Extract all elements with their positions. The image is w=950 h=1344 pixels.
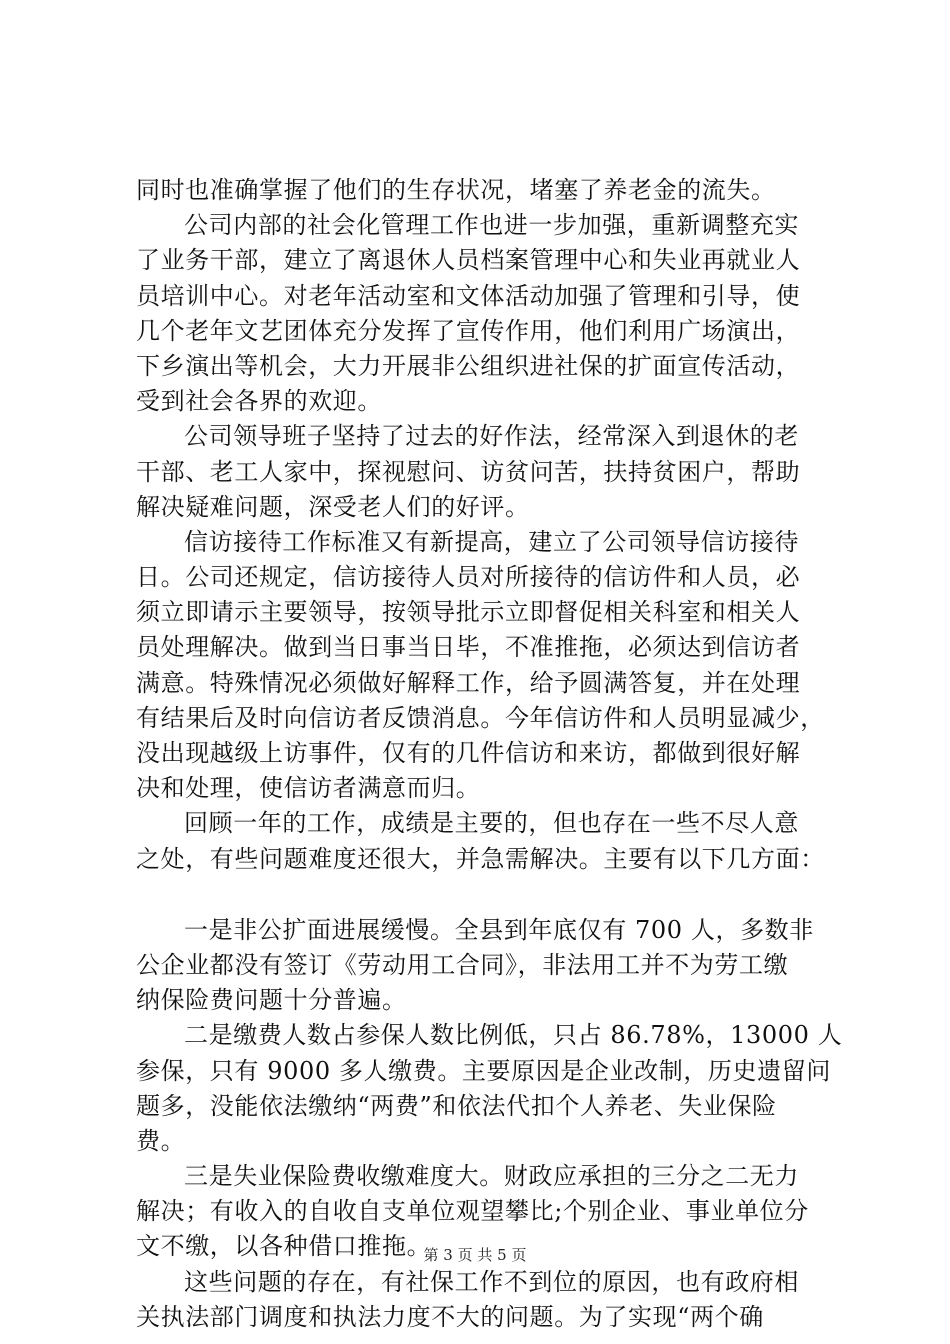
text-line: 须立即请示主要领导，按领导批示立即督促相关科室和相关人 — [136, 598, 801, 627]
text-line: 员培训中心。对老年活动室和文体活动加强了管理和引导，使 — [136, 281, 801, 310]
text-line: 三是失业保险费收缴难度大。财政应承担的三分之二无力 — [184, 1162, 799, 1191]
text-line: 文不缴，以各种借口推拖。 — [136, 1232, 432, 1261]
text-line: 解决；有收入的自收自支单位观望攀比;个别企业、事业单位分 — [136, 1197, 809, 1226]
paragraph — [136, 525, 826, 807]
text-line: 公司内部的社会化管理工作也进一步加强，重新调整充实 — [184, 211, 799, 240]
text-line: 二是缴费人数占参保人数比例低，只占 86.78%，13000 人 — [184, 1021, 843, 1050]
text-line: 题多，没能依法缴纳“两费”和依法代扣个人养老、失业保险 — [136, 1091, 777, 1120]
text-line: 之处，有些问题难度还很大，并急需解决。主要有以下几方面： — [136, 844, 825, 873]
text-line: 几个老年文艺团体充分发挥了宣传作用，他们利用广场演出， — [136, 316, 801, 345]
text-line: 有结果后及时向信访者反馈消息。今年信访件和人员明显减少， — [136, 703, 825, 732]
text-line: 没出现越级上访事件，仅有的几件信访和来访，都做到很好解 — [136, 739, 801, 767]
text-line: 满意。特殊情况必须做好解释工作，给予圆满答复，并在处理 — [136, 668, 801, 697]
paragraph — [136, 173, 826, 208]
text-line: 一是非公扩面进展缓慢。全县到年底仅有 700 人，多数非 — [184, 915, 814, 944]
text-line: 参保，只有 9000 多人缴费。主要原因是企业改制，历史遗留问 — [136, 1056, 831, 1085]
paragraph — [136, 1018, 843, 1159]
text-line: 公司领导班子坚持了过去的好作法，经常深入到退休的老 — [184, 422, 799, 451]
text-line: 纳保险费问题十分普遍。 — [136, 986, 407, 1015]
text-line: 下乡演出等机会，大力开展非公组织进社保的扩面宣传活动， — [136, 351, 801, 380]
text-line: 这些问题的存在，有社保工作不到位的原因，也有政府相 — [184, 1267, 799, 1296]
text-line: 公企业都没有签订《劳动用工合同》，非法用工并不为劳工缴 — [136, 950, 789, 979]
text-line: 关执法部门调度和执法力度不大的问题。为了实现“两个确 — [136, 1302, 764, 1331]
text-line: 干部、老工人家中，探视慰问、访贫问苦，扶持贫困户，帮助 — [136, 457, 801, 486]
text-line: 回顾一年的工作，成绩是主要的，但也存在一些不尽人意 — [184, 809, 799, 838]
text-line: 日。公司还规定，信访接待人员对所接待的信访件和人员，必 — [136, 563, 801, 592]
paragraph — [136, 913, 826, 1019]
paragraph — [136, 1265, 826, 1335]
text-line: 了业务干部，建立了离退休人员档案管理中心和失业再就业人 — [136, 246, 801, 275]
paragraph — [136, 419, 826, 525]
paragraph — [136, 806, 826, 876]
text-line: 费。 — [136, 1126, 186, 1155]
page-footer: 第 3 页 共 5 页 — [423, 1246, 527, 1264]
blank-line — [136, 877, 826, 913]
paragraph — [136, 208, 826, 419]
text-line: 员处理解决。做到当日事当日毕，不准推拖，必须达到信访者 — [136, 633, 801, 662]
text-line: 解决疑难问题，深受老人们的好评。 — [136, 492, 530, 521]
document-body — [136, 173, 843, 1335]
text-line: 受到社会各界的欢迎。 — [136, 387, 382, 416]
text-line: 同时也准确掌握了他们的生存状况，堵塞了养老金的流失。 — [136, 176, 776, 204]
text-line: 信访接待工作标准又有新提高，建立了公司领导信访接待 — [184, 527, 799, 556]
text-line: 决和处理，使信访者满意而归。 — [136, 774, 481, 803]
